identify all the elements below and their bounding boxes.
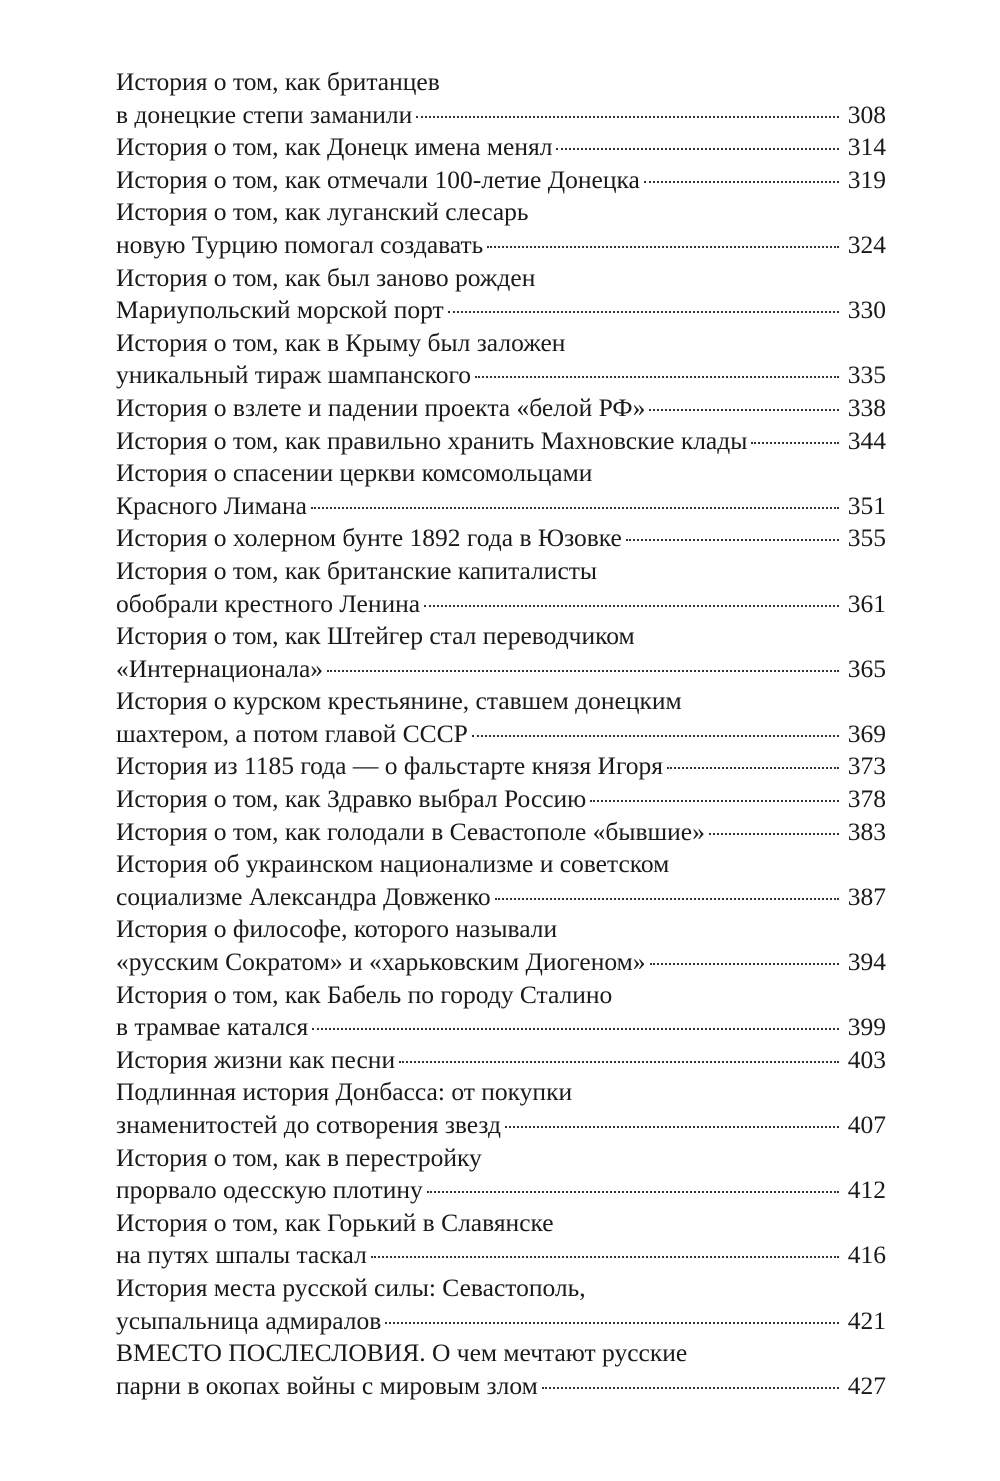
dot-leader [649, 409, 839, 411]
toc-entry-title: История о том, как британцев [116, 67, 440, 96]
toc-entry-title: История о курском крестьянине, ставшем донецким [116, 686, 682, 716]
toc-entry-title: Красного Лимана [116, 490, 307, 520]
toc-entry-line [116, 522, 886, 555]
toc-entry-line [116, 1109, 886, 1142]
toc-entry-title: новую Турцию помогал создавать [116, 229, 484, 259]
toc-entry-line [116, 262, 886, 295]
dot-leader [556, 148, 839, 150]
toc-entry [116, 848, 886, 913]
dot-leader [644, 181, 839, 183]
dot-leader [751, 442, 839, 444]
page-number: 365 [847, 653, 886, 683]
toc-entry-line [116, 685, 886, 718]
page-number: 361 [847, 588, 886, 618]
page-number: 407 [847, 1110, 886, 1139]
page-number: 383 [847, 816, 886, 846]
page-number: 308 [847, 99, 886, 129]
dot-leader [424, 605, 839, 607]
toc-entry-title: История о том, как правильно хранить Махновские клады [116, 425, 748, 455]
toc-entry-line [116, 1174, 886, 1207]
toc-entry [116, 327, 886, 392]
toc-entry-title: История о том, как голодали в Севастополе «бывшие» [116, 816, 705, 846]
toc-entry-line [116, 1305, 886, 1338]
dot-leader [487, 246, 839, 248]
dot-leader [709, 833, 839, 835]
dot-leader [371, 1256, 839, 1258]
toc-entry-line [116, 294, 886, 327]
toc-entry-line [116, 1076, 886, 1109]
toc-entry-line [116, 1370, 886, 1403]
toc-entry-line [116, 1207, 886, 1240]
page-number: 335 [847, 360, 886, 390]
toc-entry-line [116, 229, 886, 262]
dot-leader [399, 1061, 839, 1063]
toc-entry [116, 685, 886, 750]
toc-entry-line [116, 490, 886, 523]
toc-entry-title: «русским Сократом» и «харьковским Диогеном» [116, 947, 646, 977]
page-number: 399 [847, 1012, 886, 1042]
toc-entry-title: в трамвае катался [116, 1012, 309, 1042]
toc-entry-line [116, 1239, 886, 1272]
dot-leader [416, 116, 839, 118]
toc-entry-line [116, 66, 886, 99]
toc-entry-title: История из 1185 года — о фальстарте князя Игоря [116, 751, 663, 781]
toc-entry-line [116, 1142, 886, 1175]
toc-entry-line [116, 425, 886, 458]
dot-leader [667, 767, 839, 769]
toc-entry [116, 457, 886, 522]
toc-entry-title: парни в окопах войны с мировым злом [116, 1370, 538, 1400]
toc-entry-title: на путях шпалы таскал [116, 1240, 367, 1270]
dot-leader [385, 1322, 839, 1324]
toc-entry-title: ВМЕСТО ПОСЛЕСЛОВИЯ. О чем мечтают русские [116, 1338, 688, 1368]
toc-entry [116, 1272, 886, 1337]
page-number: 330 [847, 295, 886, 325]
page-number: 369 [847, 718, 886, 748]
toc-entry-line [116, 848, 886, 881]
toc-entry-title: История жизни как песни [116, 1044, 396, 1074]
toc-entry-line [116, 816, 886, 849]
dot-leader [311, 507, 839, 509]
toc-entry-title: История о том, как Горький в Славянске [116, 1207, 554, 1237]
toc-entry [116, 66, 886, 131]
toc-entry-title: История о том, как луганский слесарь [116, 197, 529, 227]
page-number: 355 [847, 523, 886, 553]
toc-entry-title: История о спасении церкви комсомольцами [116, 458, 593, 488]
page-number: 324 [847, 229, 886, 259]
toc-entry-line [116, 946, 886, 979]
toc-entry [116, 1044, 886, 1077]
toc-entry [116, 1076, 886, 1141]
page-number: 421 [847, 1305, 886, 1335]
dot-leader [472, 735, 839, 737]
toc-entry-line [116, 196, 886, 229]
toc-entry-line [116, 588, 886, 621]
toc-entry-title: социализме Александра Довженко [116, 881, 491, 911]
toc-entry-line [116, 620, 886, 653]
toc-entry [116, 164, 886, 197]
toc-entry-title: История о взлете и падении проекта «белой РФ» [116, 392, 646, 422]
toc-entry-line [116, 1044, 886, 1077]
page-number: 403 [847, 1044, 886, 1074]
toc-entry-title: История места русской силы: Севастополь, [116, 1272, 586, 1302]
dot-leader [505, 1126, 839, 1128]
dot-leader [448, 311, 839, 313]
toc-entry [116, 1142, 886, 1207]
dot-leader [427, 1191, 839, 1193]
toc-entry-line [116, 327, 886, 360]
toc-entry-line [116, 392, 886, 425]
page-number: 314 [847, 132, 886, 162]
toc-entry [116, 913, 886, 978]
toc-entry-title: История о том, как Здравко выбрал Россию [116, 784, 587, 814]
toc-entry-title: История о том, как Бабель по городу Сталино [116, 979, 613, 1009]
toc-entry-line [116, 1337, 886, 1370]
page-number: 373 [847, 751, 886, 781]
toc-entry [116, 1207, 886, 1272]
toc-entry [116, 816, 886, 849]
toc-entry [116, 783, 886, 816]
toc-entry-title: знаменитостей до сотворения звезд [116, 1110, 502, 1139]
toc-entry [116, 522, 886, 555]
toc-entry-title: в донецкие степи заманили [116, 99, 413, 129]
toc-entry-line [116, 131, 886, 164]
toc-entry-title: История о том, как был заново рожден [116, 262, 536, 292]
page-number: 416 [847, 1240, 886, 1270]
toc-entry-title: История о том, как отмечали 100-летие Донецка [116, 164, 640, 194]
toc-entry-title: прорвало одесскую плотину [116, 1175, 423, 1205]
toc-entry-line [116, 99, 886, 132]
dot-leader [650, 963, 840, 965]
toc-entry-title: История о том, как Штейгер стал переводчиком [116, 621, 635, 651]
toc-entry-title: История о том, как Донецк имена менял [116, 132, 553, 162]
toc-entry-line [116, 653, 886, 686]
page-number: 378 [847, 784, 886, 814]
toc-entry [116, 1337, 886, 1402]
toc-entry [116, 425, 886, 458]
toc-entry [116, 620, 886, 685]
toc-entry-title: История о философе, которого называли [116, 914, 558, 944]
toc-entry-title: История о том, как британские капиталисты [116, 555, 598, 585]
toc-entry-line [116, 913, 886, 946]
toc-entry-title: уникальный тираж шампанского [116, 360, 472, 390]
page-number: 387 [847, 881, 886, 911]
toc-entry-title: «Интернационала» [116, 653, 324, 683]
toc-entry-title: История о том, как в Крыму был заложен [116, 327, 566, 357]
toc-entry-line [116, 359, 886, 392]
toc-entry-title: История о том, как в перестройку [116, 1142, 482, 1172]
dot-leader [590, 800, 839, 802]
toc-entry-title: История об украинском национализме и советском [116, 849, 670, 879]
toc-entry-line [116, 718, 886, 751]
dot-leader [542, 1387, 839, 1389]
dot-leader [495, 898, 839, 900]
toc-entry-line [116, 979, 886, 1012]
toc-entry-title: обобрали крестного Ленина [116, 588, 421, 618]
page-number: 319 [847, 164, 886, 194]
dot-leader [626, 539, 839, 541]
page-number: 338 [847, 392, 886, 422]
toc-entry [116, 131, 886, 164]
toc-entry-title: Мариупольский морской порт [116, 295, 444, 325]
toc-entry [116, 750, 886, 783]
toc-entry-line [116, 457, 886, 490]
page-number: 412 [847, 1175, 886, 1205]
toc-entry-line [116, 1272, 886, 1305]
page-number: 394 [847, 947, 886, 977]
dot-leader [312, 1028, 839, 1030]
page-number: 351 [847, 490, 886, 520]
toc-entry [116, 262, 886, 327]
page-number: 344 [847, 425, 886, 455]
toc-entry-line [116, 555, 886, 588]
table-of-contents [116, 66, 886, 1402]
page-number: 427 [847, 1370, 886, 1400]
toc-entry [116, 196, 886, 261]
toc-entry [116, 979, 886, 1044]
toc-entry-title: Подлинная история Донбасса: от покупки [116, 1077, 573, 1107]
toc-entry-line [116, 1011, 886, 1044]
toc-entry [116, 555, 886, 620]
toc-entry-title: шахтером, а потом главой СССР [116, 718, 468, 748]
toc-entry-line [116, 164, 886, 197]
toc-entry [116, 392, 886, 425]
toc-entry-title: История о холерном бунте 1892 года в Юзовке [116, 523, 622, 553]
toc-entry-line [116, 881, 886, 914]
toc-entry-title: усыпальница адмиралов [116, 1305, 382, 1335]
dot-leader [475, 376, 839, 378]
toc-entry-line [116, 783, 886, 816]
dot-leader [327, 670, 839, 672]
toc-entry-line [116, 750, 886, 783]
